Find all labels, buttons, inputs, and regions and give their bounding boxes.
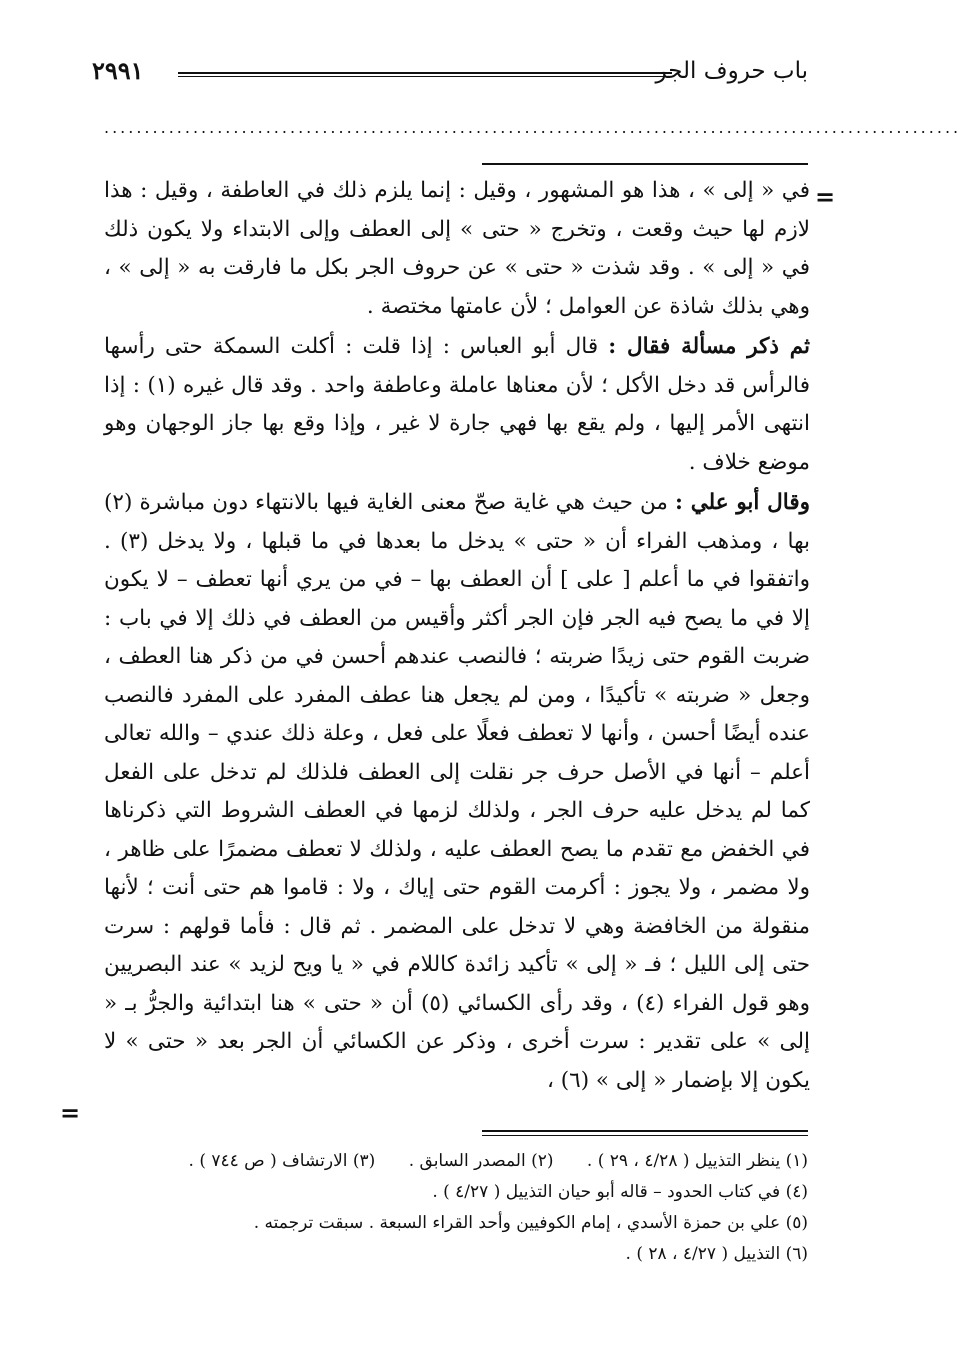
paragraph-1-line-3: « إلى » . وقد شذت « حتى » عن حروف الجر بكل ما فارقت به « إلى » ، وهي (104, 255, 810, 319)
paragraph-1 (104, 172, 810, 326)
section-rule (482, 163, 808, 165)
continuation-mark-start: = (815, 182, 836, 211)
footnote-rule (482, 1130, 808, 1132)
paragraph-3 (104, 484, 810, 1100)
footnote-2: (٢) المصدر السابق . (408, 1151, 554, 1171)
footnotes (104, 1146, 808, 1270)
footnote-1: (١) ينظر التذييل ( ٤/٢٨ ، ٢٩ ) . (586, 1151, 808, 1171)
paragraph-2-text: قال أبو العباس : إذا قلت : أكلت السمكة حتى رأسها فالرأس قد دخل الأكل ؛ لأن معناها عاملة وعاطفة واحد . وقد قال غيره (١) : إذا انتهى الأمر إليها ، ولم يقع بها فهي جارة لا غير ، وإذا وقع بها جاز الوجهان وهو موضع خلاف . (104, 334, 811, 475)
paragraph-2 (104, 328, 810, 482)
page-number: ٢٩٩١ (92, 56, 144, 85)
continuation-mark-end: = (60, 1098, 81, 1127)
footnote-row-1 (104, 1146, 808, 1177)
paragraph-1-line-1: في « إلى » ، هذا هو المشهور ، وقيل : إنما يلزم ذلك في العاطفة ، وقيل : هذا لازم (104, 178, 810, 242)
footnote-5: (٥) علي بن حمزة الأسدي ، إمام الكوفيين وأحد القراء السبعة . سبقت ترجمته . (253, 1213, 808, 1233)
running-header (92, 52, 808, 92)
paragraph-3-lead: وقال أبو علي : (674, 490, 810, 515)
footnote-4: (٤) في كتاب الحدود – قاله أبو حيان التذييل ( ٤/٢٧ ) . (432, 1182, 808, 1202)
main-text (104, 172, 810, 1100)
footnote-3: (٣) الارتشاف ( ص ٧٤٤ ) . (188, 1151, 376, 1171)
paragraph-3-text: من حيث هي غاية صحّ معنى الغاية فيها بالانتهاء دون مباشرة (٢) بها ، ومذهب الفراء أن « حتى » يدخل ما بعدها في ما قبلها ، ولا يدخل (٣) . واتفقوا في ما أعلم [ على ] أن العطف بها – في من يري أنها تعطف – لا يكون إلا في ما يصح فيه الجر فإن الجر أكثر وأقيس من العطف في ذلك إلا في باب : ضربت القوم حتى زيدًا ضربته ؛ فالنصب عندهم أحسن في من ذكر هنا العطف ، وجعل « ضربته » تأكيدًا ، ومن لم يجعل هنا عطف المفرد على المفرد فالنصب عنده أيضًا أحسن ، وأنها لا تعطف فعلًا على فعل ، وعلة ذلك عندي – والله تعالى أعلم – أنها في الأصل حرف جر نقلت إلى العطف فلذلك لم تدخل على الفعل كما لم يدخل عليه حرف الجر ، ولذلك لزمها في العطف الشروط التي ذكرناها في الخفض مع تقدم ما يصح العطف عليه ، ولذلك لا تعطف مضمرًا على ظاهر ، ولا مضمر ، ولا يجوز : أكرمت القوم حتى إياك ، ولا : قاموا هم حتى أنت ؛ لأنها منقولة من الخافضة وهي لا تدخل على المضمر . ثم قال : فأما قولهم : سرت حتى إلى الليل ؛ فـ « إلى » تأكيد زائدة كاللام في « يا ويح لزيد » عند البصريين وهو قول الفراء (٤) ، وقد رأى الكسائي (٥) أن « حتى » هنا ابتدائية والجرُّ بـ « إلى » على تقدير : سرت أخرى ، وذكر عن الكسائي أن الجر بعد « حتى » لا يكون إلا بإضمار « إلى » (٦) ، (104, 490, 810, 1093)
chapter-title: باب حروف الجر (655, 58, 808, 84)
footnote-6: (٦) التذييل ( ٤/٢٧ ، ٢٨ ) . (625, 1244, 808, 1264)
paragraph-2-lead: ثم ذكر مسألة فقال : (608, 334, 811, 359)
dotted-separator: .......................................................................................................... (104, 118, 961, 137)
paragraph-1-line-4: بذلك شاذة عن العوامل ؛ لأن عامتها مختصة . (366, 293, 764, 319)
header-rule (178, 72, 672, 77)
paragraph-1-line-2: لها حيث وقعت ، وتخرج « حتى » إلى العطف وإلى الابتداء ولا يكون ذلك في (104, 216, 810, 280)
footnote-rule-thin (482, 1135, 808, 1136)
